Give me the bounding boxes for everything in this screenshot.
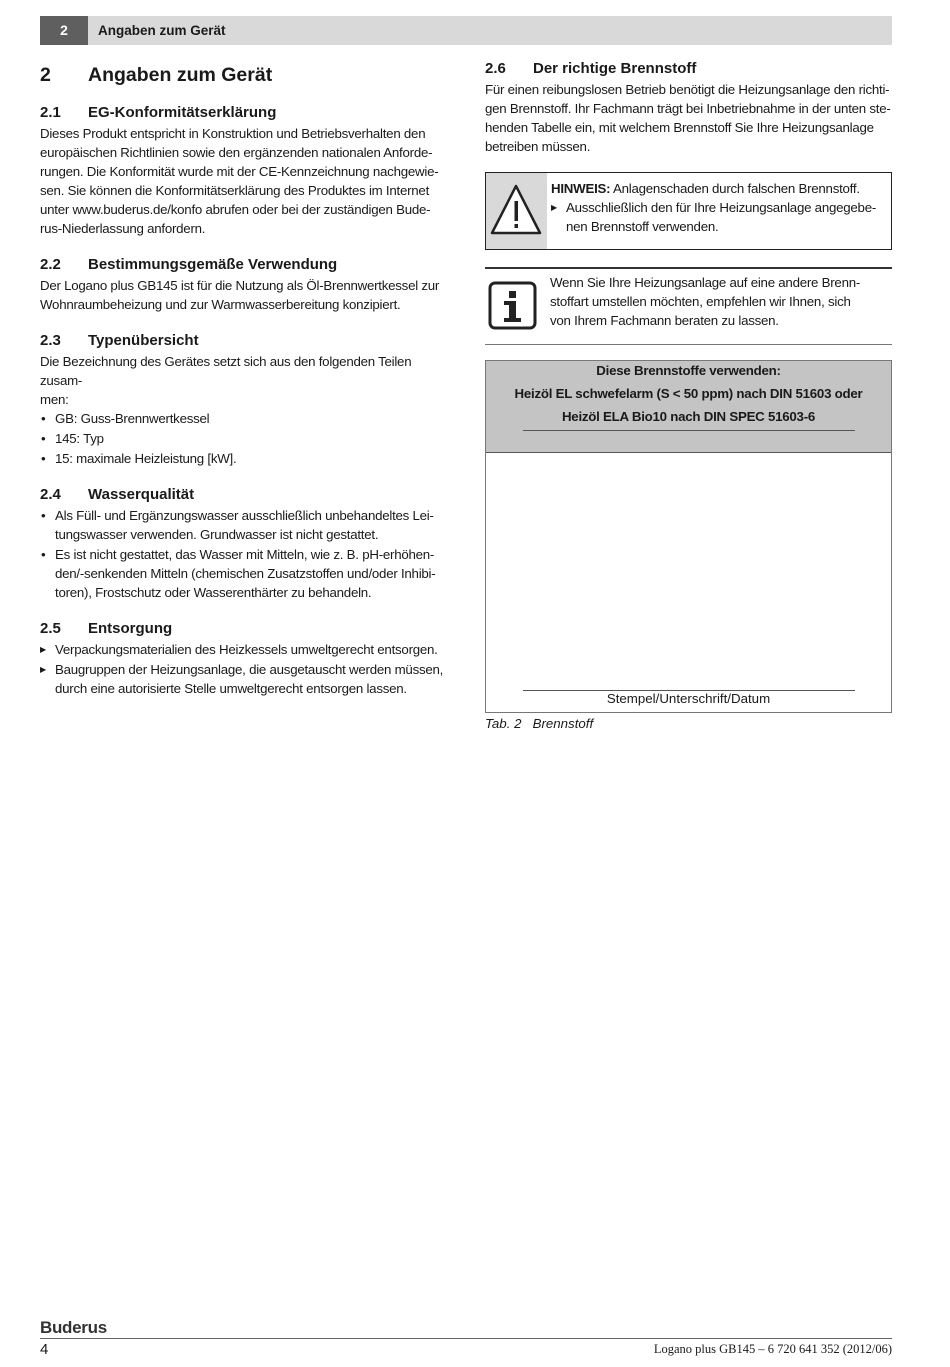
text-line: Wohnraumbeheizung und zur Warmwasserbereitung konzipiert. xyxy=(40,297,401,312)
section-number: 2.4 xyxy=(40,486,61,503)
section-text xyxy=(40,276,450,314)
footer-rule xyxy=(40,1338,892,1339)
text-line: Für einen reibungslosen Betrieb benötigt die Heizungsanlage den richti- xyxy=(485,82,890,97)
fuel-line-1: Heizöl EL schwefelarm (S < 50 ppm) nach DIN 51603 oder xyxy=(514,386,863,401)
section-2-2 xyxy=(40,256,450,314)
text-line: henden Tabelle ein, mit welchem Brennstoff Sie Ihre Heizungsanlage xyxy=(485,120,874,135)
section-number: 2.1 xyxy=(40,104,61,121)
section-heading xyxy=(40,104,450,121)
notice-message: Anlagenschaden durch falschen Brennstoff. xyxy=(610,181,860,196)
chapter-number: 2 xyxy=(40,16,88,45)
fuel-heading: Diese Brennstoffe verwenden: xyxy=(596,363,781,378)
section-title: Entsorgung xyxy=(88,620,173,637)
table-caption-label: Tab. 2 xyxy=(485,716,522,731)
fuel-table-header xyxy=(486,361,891,453)
text-line: betreiben müssen. xyxy=(485,139,591,154)
text-line: Ausschließlich den für Ihre Heizungsanlage angegebe- xyxy=(566,200,877,215)
section-number: 2.3 xyxy=(40,332,61,349)
section-title: Der richtige Brennstoff xyxy=(533,60,697,77)
water-list xyxy=(40,506,450,602)
list-item: • 15: maximale Heizleistung [kW]. xyxy=(40,449,450,468)
document-reference: Logano plus GB145 – 6 720 641 352 (2012/06) xyxy=(653,1342,892,1356)
text-line: Der Logano plus GB145 ist für die Nutzung als Öl-Brennwertkessel zur xyxy=(40,278,440,293)
page-number: 4 xyxy=(40,1341,49,1358)
fuel-table xyxy=(485,360,892,713)
section-2-4 xyxy=(40,486,450,602)
warning-triangle-icon xyxy=(486,173,547,249)
text-line: nen Brennstoff verwenden. xyxy=(566,219,719,234)
text-line: unter www.buderus.de/konfo abrufen oder bei der zuständigen Bude- xyxy=(40,202,431,217)
list-item: • 145: Typ xyxy=(40,429,450,448)
section-title: Typenübersicht xyxy=(88,332,199,349)
disposal-list xyxy=(40,640,450,698)
text-line: rus-Niederlassung anfordern. xyxy=(40,221,206,236)
section-number: 2.2 xyxy=(40,256,61,273)
section-heading xyxy=(40,332,450,349)
main-heading xyxy=(40,64,450,87)
text-line: gen Brennstoff. Ihr Fachmann trägt bei Inbetriebnahme in der unten ste- xyxy=(485,101,891,116)
warning-icon-box xyxy=(486,173,547,249)
text-line: rungen. Die Konformität wurde mit der CE-Kennzeichnung nachgewie- xyxy=(40,164,439,179)
info-box xyxy=(485,267,892,345)
main-heading-number: 2 xyxy=(40,64,51,86)
section-title: Bestimmungsgemäße Verwendung xyxy=(88,256,338,273)
right-column xyxy=(485,60,892,731)
list-item xyxy=(40,506,450,544)
list-item xyxy=(40,545,450,602)
text-line: Es ist nicht gestattet, das Wasser mit Mitteln, wie z. B. pH-erhöhen- xyxy=(55,547,435,562)
main-heading-title: Angaben zum Gerät xyxy=(88,64,273,86)
text-line: Verpackungsmaterialien des Heizkessels umweltgerecht entsorgen. xyxy=(55,642,438,657)
section-heading xyxy=(40,256,450,273)
action-item xyxy=(551,198,881,236)
type-list xyxy=(40,409,450,468)
text-line: den/-senkenden Mitteln (chemischen Zusatzstoffen und/oder Inhibi- xyxy=(55,566,436,581)
text-line: stoffart umstellen möchten, empfehlen wir Ihnen, sich xyxy=(550,294,851,309)
text-line: toren), Frostschutz oder Wasserenthärter zu behandeln. xyxy=(55,585,372,600)
page-header xyxy=(40,16,892,45)
notice-line xyxy=(551,179,881,198)
table-caption xyxy=(485,716,593,731)
section-2-5 xyxy=(40,620,450,698)
section-heading xyxy=(485,60,892,77)
action-item xyxy=(40,660,450,698)
text-line: europäischen Richtlinien sowie den ergänzenden nationalen Anforde- xyxy=(40,145,433,160)
buderus-logo: Buderus xyxy=(40,1318,107,1337)
section-text xyxy=(40,352,450,409)
section-2-3 xyxy=(40,332,450,468)
signature-label: Stempel/Unterschrift/Datum xyxy=(606,691,771,706)
text-line: Als Füll- und Ergänzungswasser ausschließlich unbehandeltes Lei- xyxy=(55,508,434,523)
text-line: sen. Sie können die Konformitätserklärung des Produktes im Internet xyxy=(40,183,430,198)
section-title: Wasserqualität xyxy=(88,486,195,503)
text-line: Die Bezeichnung des Gerätes setzt sich aus den folgenden Teilen zusam- xyxy=(40,354,412,388)
fuel-underline xyxy=(523,430,855,431)
chapter-title: Angaben zum Gerät xyxy=(98,23,226,38)
fuel-line-2: Heizöl ELA Bio10 nach DIN SPEC 51603-6 xyxy=(561,409,816,424)
info-icon xyxy=(488,281,537,330)
list-item: • GB: Guss-Brennwertkessel xyxy=(40,409,450,428)
notice-actions xyxy=(551,198,881,236)
section-text xyxy=(485,80,892,156)
notice-text xyxy=(551,179,881,237)
section-heading xyxy=(40,486,450,503)
section-number: 2.5 xyxy=(40,620,61,637)
left-column xyxy=(40,60,450,716)
section-heading xyxy=(40,620,450,637)
text-line: Dieses Produkt entspricht in Konstruktion und Betriebsverhalten den xyxy=(40,126,426,141)
section-2-6 xyxy=(485,60,892,156)
section-text xyxy=(40,124,450,238)
section-2-1 xyxy=(40,104,450,238)
notice-label: HINWEIS: xyxy=(551,181,611,196)
text-line: Wenn Sie Ihre Heizungsanlage auf eine andere Brenn- xyxy=(550,275,861,290)
notice-box xyxy=(485,172,892,250)
text-line: von Ihrem Fachmann beraten zu lassen. xyxy=(550,313,779,328)
text-line: tungswasser verwenden. Grundwasser ist nicht gestattet. xyxy=(55,527,379,542)
action-item xyxy=(40,640,450,659)
text-line: men: xyxy=(40,392,69,407)
table-caption-text: Brennstoff xyxy=(532,716,594,731)
info-text xyxy=(550,273,880,330)
text-line: durch eine autorisierte Stelle umweltgerecht entsorgen lassen. xyxy=(55,681,407,696)
text-line: Baugruppen der Heizungsanlage, die ausgetauscht werden müssen, xyxy=(55,662,444,677)
section-title: EG-Konformitätserklärung xyxy=(88,104,277,121)
section-number: 2.6 xyxy=(485,60,506,77)
